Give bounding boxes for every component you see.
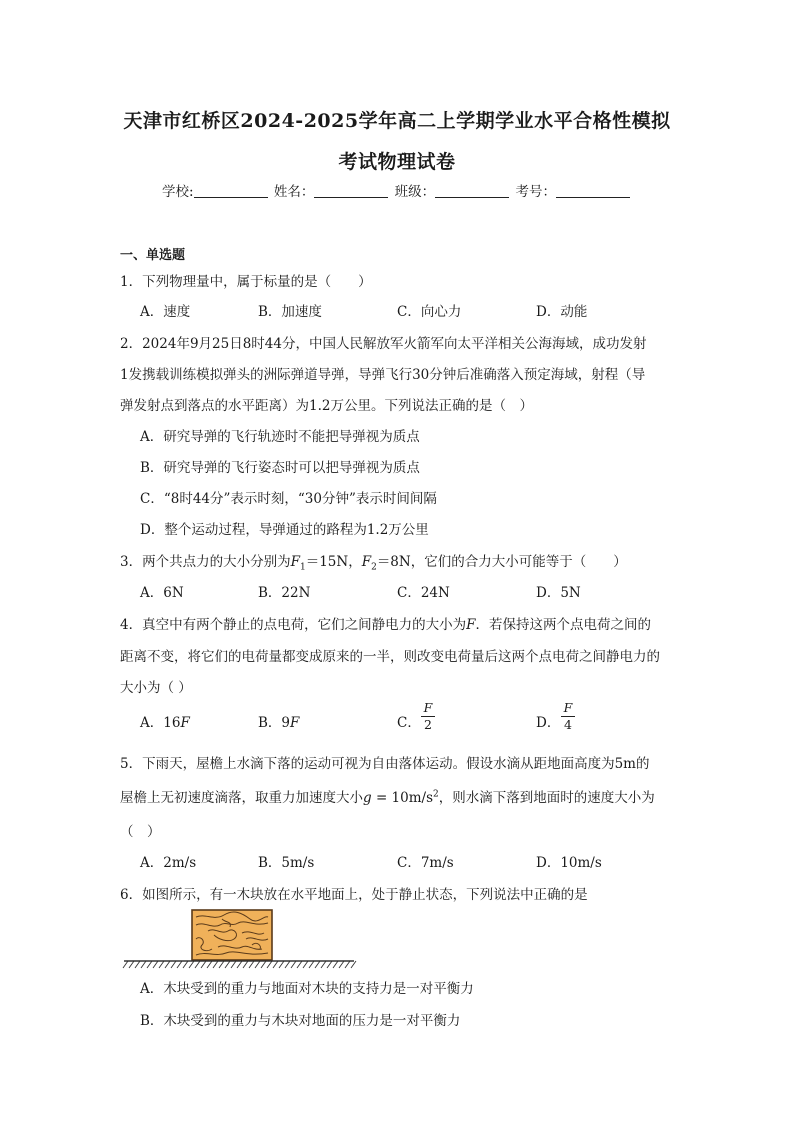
q3-stem-mid1: ＝15N， — [305, 554, 362, 570]
q5-option-d: D．10m/s — [536, 855, 602, 871]
q4-a-var: F — [180, 715, 190, 731]
q3-f2-symbol: F — [361, 554, 372, 570]
number-label: 考号： — [515, 184, 556, 200]
q4-d-numerator: F — [561, 700, 575, 717]
q4-l1-pre: 4．真空中有两个静止的点电荷，它们之间静电力的大小为 — [120, 617, 467, 633]
q5-g-exponent: 2 — [433, 789, 439, 800]
q2-option-d: D．整个运动过程，导弹通过的路程为1.2万公里 — [140, 522, 429, 538]
q1-stem: 1．下列物理量中，属于标量的是（ ） — [120, 274, 372, 290]
q4-option-c: C． — [397, 715, 421, 731]
q3-f2-sub: 2 — [371, 562, 377, 573]
q4-option-c-fraction — [421, 700, 435, 733]
q4-c-numerator: F — [421, 700, 435, 717]
number-blank[interactable] — [556, 183, 630, 198]
ground — [123, 961, 356, 968]
q4-option-d-fraction — [561, 700, 575, 733]
section-heading: 一、单选题 — [120, 248, 186, 263]
q2-stem-line3: 弹发射点到落点的水平距离）为1.2万公里。下列说法正确的是（ ） — [120, 398, 533, 414]
q5-stem-line1: 5．下雨天，屋檐上水滴下落的运动可视为自由落体运动。假设水滴从距地面高度为5m的 — [120, 756, 650, 772]
q4-stem-line1 — [120, 613, 651, 633]
q4-l1-var: F — [466, 617, 476, 633]
student-info-row — [0, 180, 794, 200]
q2-option-c: C．“8时44分”表示时刻，“30分钟”表示时间间隔 — [140, 491, 437, 507]
q3-stem-pre: 3．两个共点力的大小分别为 — [120, 554, 291, 570]
q4-option-b — [258, 711, 299, 731]
school-label: 学校: — [162, 184, 194, 200]
q5-g-value: = 10m/s — [371, 790, 434, 806]
q3-f1-symbol: F — [290, 554, 300, 570]
q1-option-b: B．加速度 — [258, 304, 322, 320]
q4-a-pre: A．16 — [140, 715, 181, 731]
q4-l1-post: ．若保持这两个点电荷之间的 — [475, 617, 651, 633]
q2-option-b: B．研究导弹的飞行姿态时可以把导弹视为质点 — [140, 460, 420, 476]
school-blank[interactable] — [194, 183, 268, 198]
q5-option-b: B．5m/s — [258, 855, 315, 871]
q5-stem-line3: （ ） — [120, 824, 161, 840]
q4-b-pre: B．9 — [258, 715, 291, 731]
q4-d-denominator: 4 — [564, 717, 572, 732]
exam-title-line1: 天津市红桥区2024-2025学年高二上学期学业水平合格性模拟 — [123, 110, 671, 132]
class-label: 班级： — [394, 184, 436, 200]
q4-stem-line2: 距离不变，将它们的电荷量都变成原来的一半，则改变电荷量后这两个点电荷之间静电力的 — [120, 649, 660, 665]
q6-option-b: B．木块受到的重力与木块对地面的压力是一对平衡力 — [140, 1013, 461, 1029]
q5-option-a: A．2m/s — [140, 855, 197, 871]
q1-option-c: C．向心力 — [397, 304, 462, 320]
q2-stem-line2: 1发携载训练模拟弹头的洲际弹道导弹，导弹飞行30分钟后准确落入预定海域，射程（导 — [120, 367, 646, 383]
q3-stem-mid2: ＝8N，它们的合力大小可能等于（ ） — [376, 554, 627, 570]
q6-option-a: A．木块受到的重力与地面对木块的支持力是一对平衡力 — [140, 981, 474, 997]
class-blank[interactable] — [435, 183, 509, 198]
q3-option-b: B．22N — [258, 585, 311, 601]
q5-l2-post: ，则水滴下落到地面时的速度大小为 — [438, 790, 655, 806]
q5-stem-line2 — [120, 786, 655, 806]
q2-option-a: A．研究导弹的飞行轨迹时不能把导弹视为质点 — [140, 429, 420, 445]
q5-l2-pre: 屋檐上无初速度滴落，取重力加速度大小 — [120, 790, 363, 806]
q4-stem-line3: 大小为（ ） — [120, 680, 192, 696]
ground-hatching — [123, 961, 356, 968]
q4-option-a — [140, 711, 190, 731]
q1-option-d: D．动能 — [536, 304, 588, 320]
name-label: 姓名： — [273, 184, 315, 200]
q4-b-var: F — [290, 715, 300, 731]
q5-g-symbol: g — [363, 790, 372, 806]
name-blank[interactable] — [314, 183, 388, 198]
q3-option-c: C．24N — [397, 585, 450, 601]
q3-option-d: D．5N — [536, 585, 581, 601]
q3-f1-sub: 1 — [299, 562, 306, 573]
q4-option-d: D． — [536, 715, 561, 731]
q1-option-a: A．速度 — [140, 304, 191, 320]
q6-stem: 6．如图所示，有一木块放在水平地面上，处于静止状态，下列说法中正确的是 — [120, 887, 588, 903]
wooden-block — [192, 910, 272, 960]
q4-c-denominator: 2 — [424, 717, 432, 732]
q5-option-c: C．7m/s — [397, 855, 454, 871]
q3-option-a: A．6N — [140, 585, 184, 601]
wooden-block-figure — [122, 905, 358, 971]
q2-stem-line1: 2．2024年9月25日8时44分，中国人民解放军火箭军向太平洋相关公海海域，成功发射 — [120, 336, 647, 352]
q3-stem — [120, 550, 627, 573]
exam-title-line2: 考试物理试卷 — [338, 151, 456, 173]
